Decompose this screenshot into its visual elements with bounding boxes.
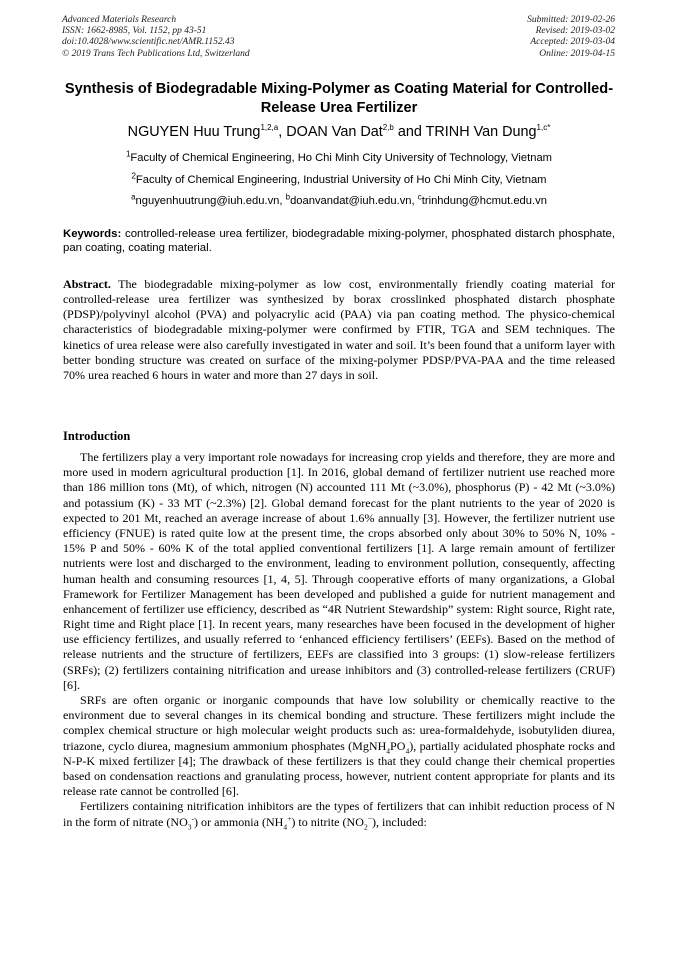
abstract-text: The biodegradable mixing-polymer as low cost, environmentally friendly coating material for controlled-release urea fertilizer was synthesized by borax crosslinked phosphated distarch phosphate (PDSP)/polyvinyl alcohol (PVA) and polyacrylic acid (PAA) via pan coating method. The physico-chemical characteristics of biodegradable mixing-polymer were confirmed by FTIR, TGA and SEM techniques. The kinetics of urea release were also carefully investigated in water and soil. It’s been found that a uniform layer with better bonding structure was created on surface of the mixing-polymer PDSP/PVA-PAA and the time released 70% urea reached 6 hours in water and more than 27 days in soil. (63, 277, 615, 382)
author-name: NGUYEN Huu Trung (127, 124, 261, 140)
doi-line: doi:10.4028/www.scientific.net/AMR.1152.43 (62, 37, 235, 48)
keywords-block (63, 227, 615, 256)
author-separator: and (393, 124, 426, 140)
author-name: TRINH Van Dung (425, 124, 537, 140)
submitted-date: Submitted: 2019-02-26 (527, 15, 615, 25)
author-affiliation-marker: 1,c* (536, 123, 551, 133)
author-name: DOAN Van Dat (286, 124, 383, 140)
text-run: ), included: (371, 814, 427, 829)
online-date: Online: 2019-04-15 (539, 48, 615, 59)
subscript: 3 (187, 821, 192, 831)
paragraph-1: The fertilizers play a very important role nowadays for increasing crop yields and therefore, they are more and more used in modern agricultural production [1]. In 2016, global demand of fertilizer nutrient use reached more than 186 million tons (Mt), of which, nitrogen (N) accounted 111 Mt (~3.0%), phosphorus (P) - 42 Mt (~3.0%) and potassium (K) - 33 MT (~2.3%) [2]. Global demand forecast for the plant nutrients to the year of 2020 is expected to 201 Mt, reached an average increase of about 1.6% annually [3]. However, the fertilizer nutrient use efficiency (FNUE) is rated quite low at the present time, the crops absorbed only about 30% to 50% N, 10% - 15% P and 50% - 60% K of the total applied conventional fertilizers [1]. A large remain amount of fertilizer nutrients were lost and discharged to the environment, leading to environment pollution, consequently, affecting human health and consuming resources [1, 4, 5]. Through cooperative efforts of many organizations, a Global Framework for Fertilizer Management has been developed and published a guide for nutrient management and enhancement of fertilizer use efficiency, described as “4R Nutrient Stewardship” system: Right source, Right rate, Right time and Right place [1]. In recent years, many researches have been focused in the development of higher use efficiency fertilizes, and usually referred to ‘enhanced efficiency fertilisers’ (EEFs). Based on the method of release nutrients and the structure of fertilizers, EEFs are classified into 3 groups: (1) slow-release fertilizers (SRFs); (2) fertilizers containing nitrification and urease inhibitors and (3) controlled-release fertilizers (CRUF) [6]. (63, 450, 615, 692)
copyright-line: © 2019 Trans Tech Publications Ltd, Switzerland (62, 48, 250, 59)
text-run: ), partially acidulated phosphate rocks and N-P-K mixed fertilizer [4]; The drawback of these fertilizers is that they could change their chemical properties based on condensation reactions and granulating process, however, nutrient content appropriate for plants and its release rate cannot be controlled [6]. (63, 738, 615, 799)
keywords-label: Keywords: (63, 228, 122, 240)
section-heading-introduction: Introduction (63, 429, 131, 443)
text-run: PO (390, 738, 406, 753)
introduction-body (63, 450, 615, 830)
affiliation-2 (40, 173, 638, 187)
issn-line: ISSN: 1662-8985, Vol. 1152, pp 43-51 (62, 26, 207, 37)
subscript: 2 (363, 821, 368, 831)
keywords-text: controlled-release urea fertilizer, biodegradable mixing-polymer, phosphated distarch phosphate, pan coating, coating material. (63, 228, 615, 255)
journal-header-right (527, 15, 615, 60)
text-run: ) or ammonia (NH (194, 814, 284, 829)
affiliation-1 (40, 151, 638, 165)
subscript: 4 (283, 821, 288, 831)
abstract-label: Abstract. (63, 277, 111, 291)
subscript: 4 (405, 745, 410, 755)
superscript: + (287, 813, 292, 823)
author-affiliation-marker: 1,2,a (260, 123, 279, 133)
paragraph-2 (63, 693, 615, 799)
revised-date: Revised: 2019-03-02 (535, 26, 615, 37)
email-address: trinhdung@hcmut.edu.vn (421, 195, 547, 207)
email-address: doanvandat@iuh.edu.vn, (290, 195, 418, 207)
paragraph-3 (63, 799, 615, 829)
superscript: - (191, 813, 195, 823)
affiliation-marker: 1 (125, 149, 131, 159)
affiliation-text: Faculty of Chemical Engineering, Ho Chi Minh City University of Technology, Vietnam (130, 152, 553, 164)
email-marker: c (417, 192, 422, 202)
text-run: SRFs are often organic or inorganic compounds that have low solubility or chemically reactive to the environment due to several changes in its chemical bonding and structure. These fertilizers might include the complex chemical structure or high molecular weight products such as: urea-formaldehyde, isobutyliden diurea, triazone, cyclo diurea, magnesium ammonium phosphates (MgNH (63, 693, 615, 753)
subscript: 4 (386, 745, 391, 755)
text-run: Fertilizers containing nitrification inhibitors are the types of fertilizers that can inhibit reduction process of N in the form of nitrate (NO (63, 799, 615, 829)
author-list (40, 123, 638, 141)
journal-name: Advanced Materials Research (62, 15, 177, 25)
superscript: − (367, 813, 372, 823)
accepted-date: Accepted: 2019-03-04 (530, 37, 615, 48)
affiliation-text: Faculty of Chemical Engineering, Industrial University of Ho Chi Minh City, Vietnam (135, 174, 547, 186)
email-marker: a (131, 192, 136, 202)
affiliation-marker: 2 (131, 171, 136, 181)
author-separator: , (278, 124, 287, 140)
email-marker: b (285, 192, 291, 202)
paper-title: Synthesis of Biodegradable Mixing-Polymer as Coating Material for Controlled-Release Urea Fertilizer (64, 81, 614, 116)
text-run: ) to nitrite (NO (291, 814, 364, 829)
journal-header-left (62, 15, 250, 60)
email-address: nguyenhuutrung@iuh.edu.vn, (135, 195, 286, 207)
email-line (40, 194, 638, 208)
author-affiliation-marker: 2,b (382, 123, 394, 133)
abstract-block (63, 277, 615, 383)
